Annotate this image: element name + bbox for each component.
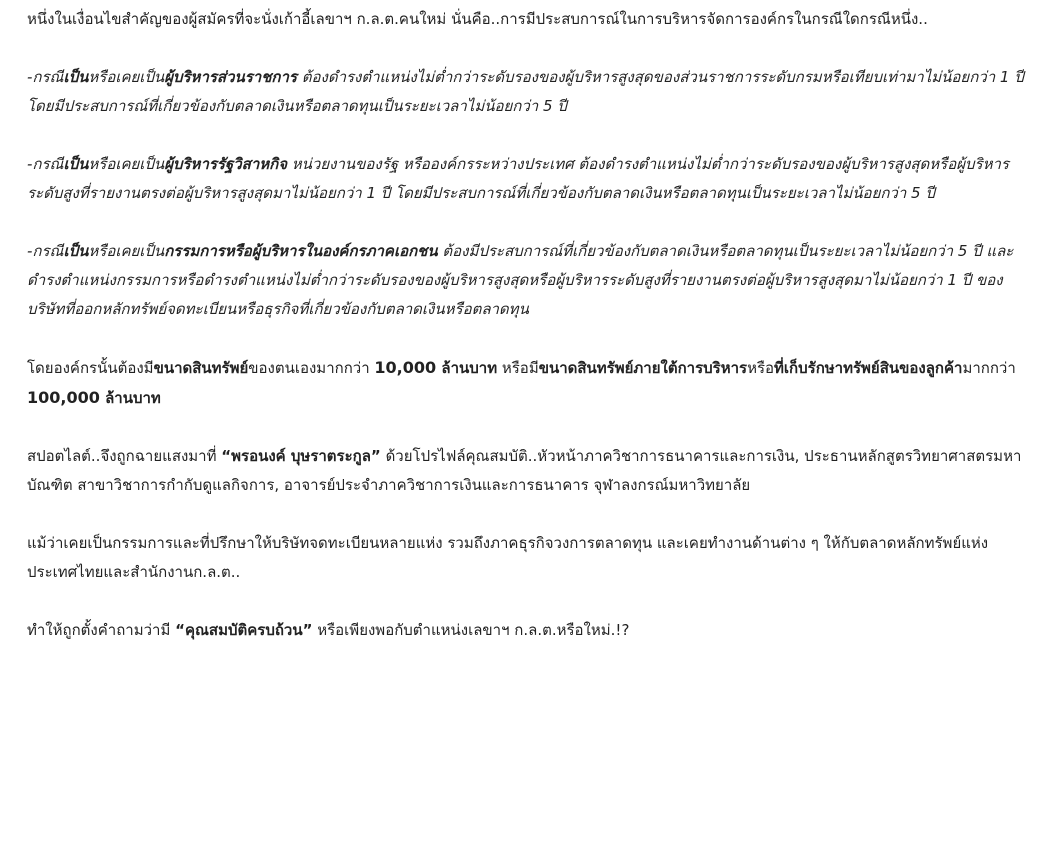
article-body bbox=[27, 5, 1032, 645]
candidate-name: “พรอนงค์ บุษราตระกูล” bbox=[221, 447, 381, 465]
case-prefix: -กรณี bbox=[27, 155, 64, 173]
case-prefix: -กรณี bbox=[27, 68, 64, 86]
question-end: หรือเพียงพอกับตำแหน่งเลขาฯ ก.ล.ต.หรือใหม่.!? bbox=[312, 621, 630, 639]
requirement-text: ต้องมีประสบการณ์ที่เกี่ยวข้องกับตลาดเงินหรือตลาดทุนเป็นระยะเวลาไม่น้อยกว่า 5 ปี และดำรงตำแหน่งกรรมการหรือดำรงตำแหน่งไม่ต่ำกว่าระดับรองของผู้บริหารสูงสุดหรือผู้บริหารระดับสูงที่รายงานตรงต่อผู้บริหารสูงสุดมาไม่น้อยกว่า 1 ปี ของบริษัทที่ออกหลักทรัพย์จดทะเบียนหรือธุรกิจที่เกี่ยวข้องกับตลาดเงินหรือตลาดทุน bbox=[27, 242, 1014, 318]
candidate-profile: ด้วยโปรไฟล์คุณสมบัติ..หัวหน้าภาควิชาการธนาคารและการเงิน, ประธานหลักสูตรวิทยาศาสตรมหาบัณฑิต สาขาวิชาการกำกับดูแลกิจการ, อาจารย์ประจำภาควิชาการเงินและการธนาคาร จุฬาลงกรณ์มหาวิทยาลัย bbox=[27, 447, 1022, 494]
qualification-quote: “คุณสมบัติครบถ้วน” bbox=[175, 621, 313, 639]
case-was-label: หรือเคยเป็น bbox=[88, 155, 165, 173]
asset-amount-2: 100,000 bbox=[27, 388, 100, 407]
asset-unit-1: ล้านบาท bbox=[436, 359, 498, 377]
aum-term: ขนาดสินทรัพย์ภายใต้การบริหาร bbox=[538, 359, 748, 377]
role-state-enterprise-executive: ผู้บริหารรัฐวิสาหกิจ bbox=[164, 155, 288, 173]
custody-term: ที่เก็บรักษาทรัพย์สินของลูกค้า bbox=[774, 359, 963, 377]
role-government-executive: ผู้บริหารส่วนราชการ bbox=[164, 68, 297, 86]
spotlight-intro: สปอตไลต์..จึงถูกฉายแสงมาที่ bbox=[27, 447, 222, 465]
state-enterprise-paragraph bbox=[27, 150, 1032, 208]
asset-more-than-2: มากกว่า bbox=[962, 359, 1016, 377]
role-private-sector-director: กรรมการหรือผู้บริหารในองค์กรภาคเอกชน bbox=[164, 242, 438, 260]
asset-more-than: ของตนเองมากกว่า bbox=[248, 359, 375, 377]
spotlight-paragraph bbox=[27, 442, 1032, 500]
case-is-label: เป็น bbox=[63, 242, 89, 260]
intro-paragraph: หนึ่งในเงื่อนไขสำคัญของผู้สมัครที่จะนั่งเก้าอี้เลขาฯ ก.ล.ต.คนใหม่ นั่นคือ..การมีประสบการณ์ในการบริหารจัดการองค์กรในกรณีใดกรณีหนึ่ง.. bbox=[27, 10, 928, 28]
requirement-text: หน่วยงานของรัฐ หรือองค์กรระหว่างประเทศ ต้องดำรงตำแหน่งไม่ต่ำกว่าระดับรองของผู้บริหารสูงสุดหรือผู้บริหารระดับสูงที่รายงานตรงต่อผู้บริหารสูงสุดมาไม่น้อยกว่า 1 ปี โดยมีประสบการณ์ที่เกี่ยวข้องกับตลาดเงินหรือตลาดทุนเป็นระยะเวลาไม่น้อยกว่า 5 ปี bbox=[27, 155, 1009, 202]
experience-paragraph: แม้ว่าเคยเป็นกรรมการและที่ปรึกษาให้บริษัทจดทะเบียนหลายแห่ง รวมถึงภาคธุรกิจวงการตลาดทุน และเคยทำงานด้านต่าง ๆ ให้กับตลาดหลักทรัพย์แห่งประเทศไทยและสำนักงานก.ล.ต.. bbox=[27, 534, 989, 581]
asset-size-term: ขนาดสินทรัพย์ bbox=[153, 359, 249, 377]
asset-unit-2: ล้านบาท bbox=[99, 389, 161, 407]
private-sector-paragraph bbox=[27, 237, 1032, 324]
asset-amount-1: 10,000 bbox=[374, 358, 437, 377]
government-executive-paragraph bbox=[27, 63, 1032, 121]
asset-intro: โดยองค์กรนั้นต้องมี bbox=[27, 359, 154, 377]
case-prefix: -กรณี bbox=[27, 242, 64, 260]
case-is-label: เป็น bbox=[63, 155, 89, 173]
question-intro: ทำให้ถูกตั้งคำถามว่ามี bbox=[27, 621, 176, 639]
requirement-text: ต้องดำรงตำแหน่งไม่ต่ำกว่าระดับรองของผู้บริหารสูงสุดของส่วนราชการระดับกรมหรือเทียบเท่ามาไม่น้อยกว่า 1 ปี โดยมีประสบการณ์ที่เกี่ยวข้องกับตลาดเงินหรือตลาดทุนเป็นระยะเวลาไม่น้อยกว่า 5 ปี bbox=[27, 68, 1024, 115]
question-paragraph bbox=[27, 616, 1032, 645]
asset-or: หรือมี bbox=[497, 359, 539, 377]
case-was-label: หรือเคยเป็น bbox=[88, 242, 165, 260]
asset-or-2: หรือ bbox=[747, 359, 775, 377]
case-is-label: เป็น bbox=[63, 68, 89, 86]
case-was-label: หรือเคยเป็น bbox=[88, 68, 165, 86]
asset-size-paragraph bbox=[27, 353, 1032, 413]
